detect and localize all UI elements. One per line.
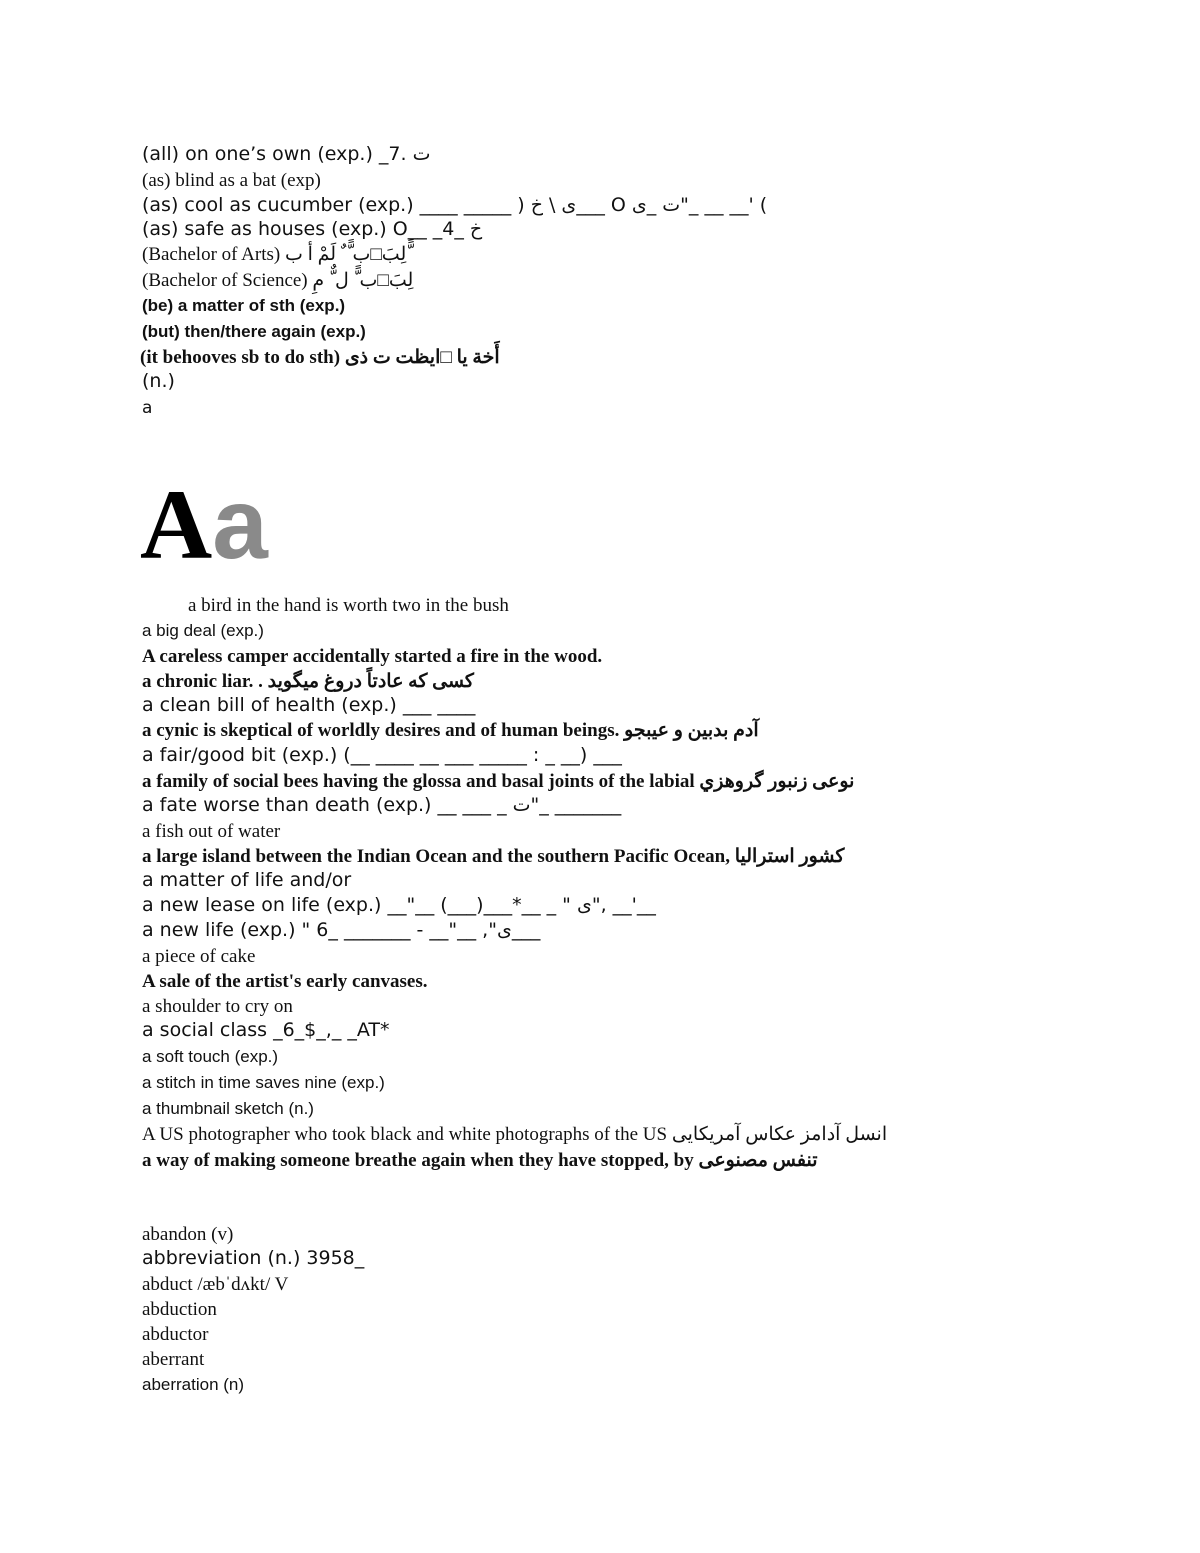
entry-it-behooves: (it behooves sb to do sth) أَخة يا □ايظت ت ذى [140,347,500,368]
entry-aberrant: aberrant [142,1349,205,1370]
section-letter-upper: A [140,469,213,580]
entry-a-family-of-social-bees: a family of social bees having the glossa and basal joints of the labial نوعی زنبور گروهزي [142,771,855,792]
entry-a-big-deal: a big deal (exp.) [142,621,264,640]
section-letter-heading [140,468,268,580]
entry-a-large-island: a large island between the Indian Ocean and the southern Pacific Ocean, كشور استراليا [142,846,845,867]
entry-cool-as-cucumber: (as) cool as cucumber (exp.) ____ _____ ) ى \ خ___ O ت _ى"_ __ __' ( [142,194,768,216]
entry-a-clean-bill-of-health: a clean bill of health (exp.) ___ ____ [142,694,476,716]
entry-a-fair-good-bit: a fair/good bit (exp.) (__ ____ __ ___ _____ : _ __) ___ [142,744,622,766]
entry-bachelor-of-arts: (Bachelor of Arts) لِبَ□ب ًّ ٌ لَمْ أ ب ًّ [142,244,413,265]
entry-bachelor-of-science: (Bachelor of Science) لِبَ□ب ًّ ل ٌّ مِ [142,270,414,291]
entry-a-shoulder-to-cry-on: a shoulder to cry on [142,996,293,1017]
entry-blind-as-a-bat: (as) blind as a bat (exp) [142,170,321,191]
entry-but-then-there-again: (but) then/there again (exp.) [142,322,366,341]
entry-a-fish-out-of-water: a fish out of water [142,821,281,842]
entry-abduction: abduction [142,1299,217,1320]
entry-a-chronic-liar: a chronic liar. . كسی كه عادتاً دروغ ميگويد [142,671,474,692]
entry-a-way-of-making-someone-breathe: a way of making someone breathe again when they have stopped, by تنفس مصنوعی [142,1150,818,1171]
entry-a-careless-camper: A careless camper accidentally started a fire in the wood. [142,646,603,667]
entry-abbreviation: abbreviation (n.) 3958_ [142,1247,365,1269]
entry-a-stitch-in-time: a stitch in time saves nine (exp.) [142,1073,385,1092]
entry-a-soft-touch: a soft touch (exp.) [142,1047,279,1066]
entry-a-matter-of-life: a matter of life and/or [142,869,352,891]
entry-abandon: abandon (v) [142,1224,234,1245]
entry-a-fate-worse-than-death: a fate worse than death (exp.) __ ___ _ ت"_ _______ [142,794,622,816]
entry-a-us-photographer: A US photographer who took black and white photographs of the US انسل آدامز عكاس آمريكايی [142,1124,888,1145]
entry-abductor: abductor [142,1324,209,1345]
entry-a-bird-in-the-hand: a bird in the hand is worth two in the bush [188,595,509,616]
entry-safe-as-houses: (as) safe as houses (exp.) O__ _4_ خ [142,218,483,240]
entry-be-a-matter-of: (be) a matter of sth (exp.) [142,296,346,315]
entry-a-piece-of-cake: a piece of cake [142,946,256,967]
entry-a-sale-of-the-artists: A sale of the artist's early canvases. [142,971,428,992]
entry-abduct: abduct /æbˈdʌkt/ V [142,1274,289,1295]
entry-noun-marker: (n.) [142,370,175,392]
entry-aberration: aberration (n) [142,1375,245,1394]
entry-a: a [142,398,153,418]
entry-all-on-ones-own: (all) on one’s own (exp.) _7. ت [142,143,431,165]
entry-a-cynic: a cynic is skeptical of worldly desires and of human beings. آدم بدبين و عيبجو [142,720,759,741]
entry-a-new-life: a new life (exp.) " 6_ _______ - __"__ ,"ى___ [142,919,541,941]
entry-a-social-class: a social class _6_$_,_ _AT* [142,1019,390,1041]
entry-a-thumbnail-sketch: a thumbnail sketch (n.) [142,1099,314,1118]
section-letter-lower: a [212,468,268,580]
entry-a-new-lease-on-life: a new lease on life (exp.) __"__ (___)___*__ _ " ى", __'__ [142,894,656,916]
